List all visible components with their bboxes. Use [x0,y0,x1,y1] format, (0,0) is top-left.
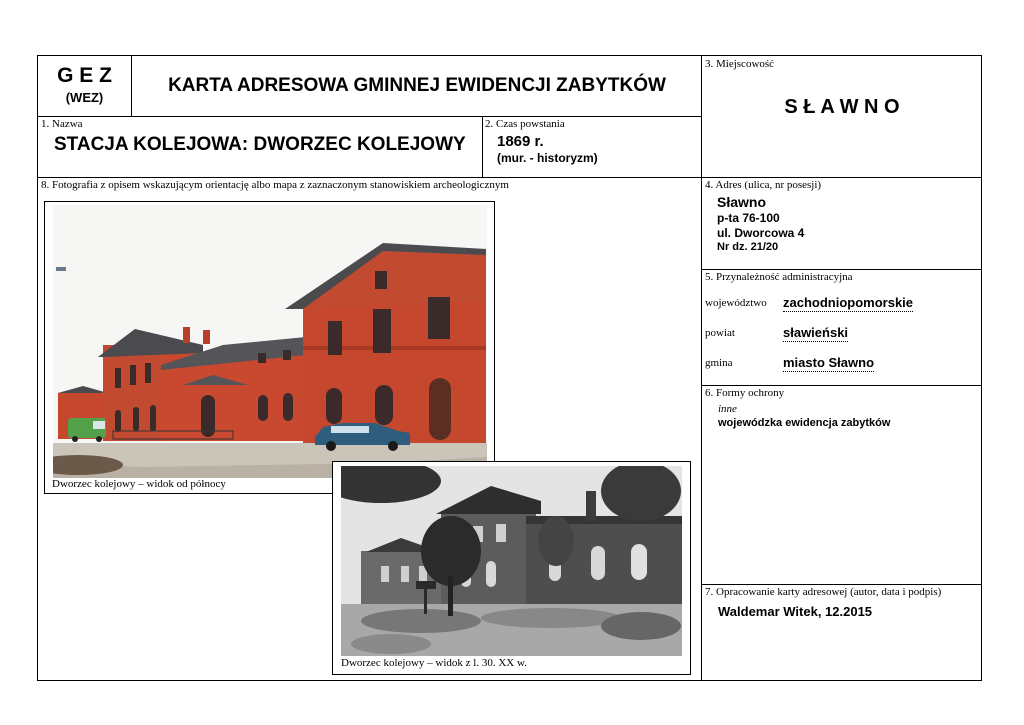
divider [701,269,982,270]
photo-caption-historic-view: Dworzec kolejowy – widok z l. 30. XX w. [341,657,527,669]
photo-station-north-view [53,205,487,478]
divider [37,177,982,178]
field-label-name: 1. Nazwa [41,118,83,130]
admin-value-commune: miasto Sławno [783,355,875,370]
address-line: p-ta 76-100 [717,211,780,225]
divider [701,584,982,585]
admin-key-county: powiat [705,327,735,339]
admin-value-county: sławieński [783,325,849,340]
protection-form: wojewódzka ewidencja zabytków [718,417,891,429]
photo-caption-north-view: Dworzec kolejowy – widok od północy [52,478,226,490]
protection-type: inne [718,403,737,415]
field-label-author: 7. Opracowanie karty adresowej (autor, data i podpis) [705,586,942,598]
parcel-number: Nr dz. 21/20 [717,241,779,253]
place-name: S Ł A W N O [784,96,900,118]
field-label-admin: 5. Przynależność administracyjna [705,271,853,283]
style-note: (mur. - historyzm) [497,151,598,165]
admin-key-commune: gmina [705,357,733,369]
photo-station-historic-view [341,466,682,656]
construction-date: 1869 r. [497,133,544,150]
field-label-place: 3. Miejscowość [705,58,775,70]
address-line: Sławno [717,194,767,210]
object-name: STACJA KOLEJOWA: DWORZEC KOLEJOWY [54,134,466,155]
admin-key-voivodeship: województwo [705,297,767,309]
card-title: KARTA ADRESOWA GMINNEJ EWIDENCJI ZABYTKÓW [168,75,666,96]
field-label-date: 2. Czas powstania [485,118,565,130]
field-label-address: 4. Adres (ulica, nr posesji) [705,179,822,191]
author-and-date: Waldemar Witek, 12.2015 [718,604,873,619]
logo-sub: (WEZ) [65,90,104,105]
divider [482,116,483,177]
divider [701,56,702,681]
divider [701,385,982,386]
field-label-photo: 8. Fotografia z opisem wskazującym orientację albo mapa z zaznaczonym stanowiskiem archeologicznym [41,179,509,191]
address-line: ul. Dworcowa 4 [717,226,805,240]
admin-value-voivodeship: zachodniopomorskie [783,295,914,310]
field-label-protection: 6. Formy ochrony [705,387,785,399]
logo-main: G E Z [57,64,112,87]
divider [37,116,702,117]
